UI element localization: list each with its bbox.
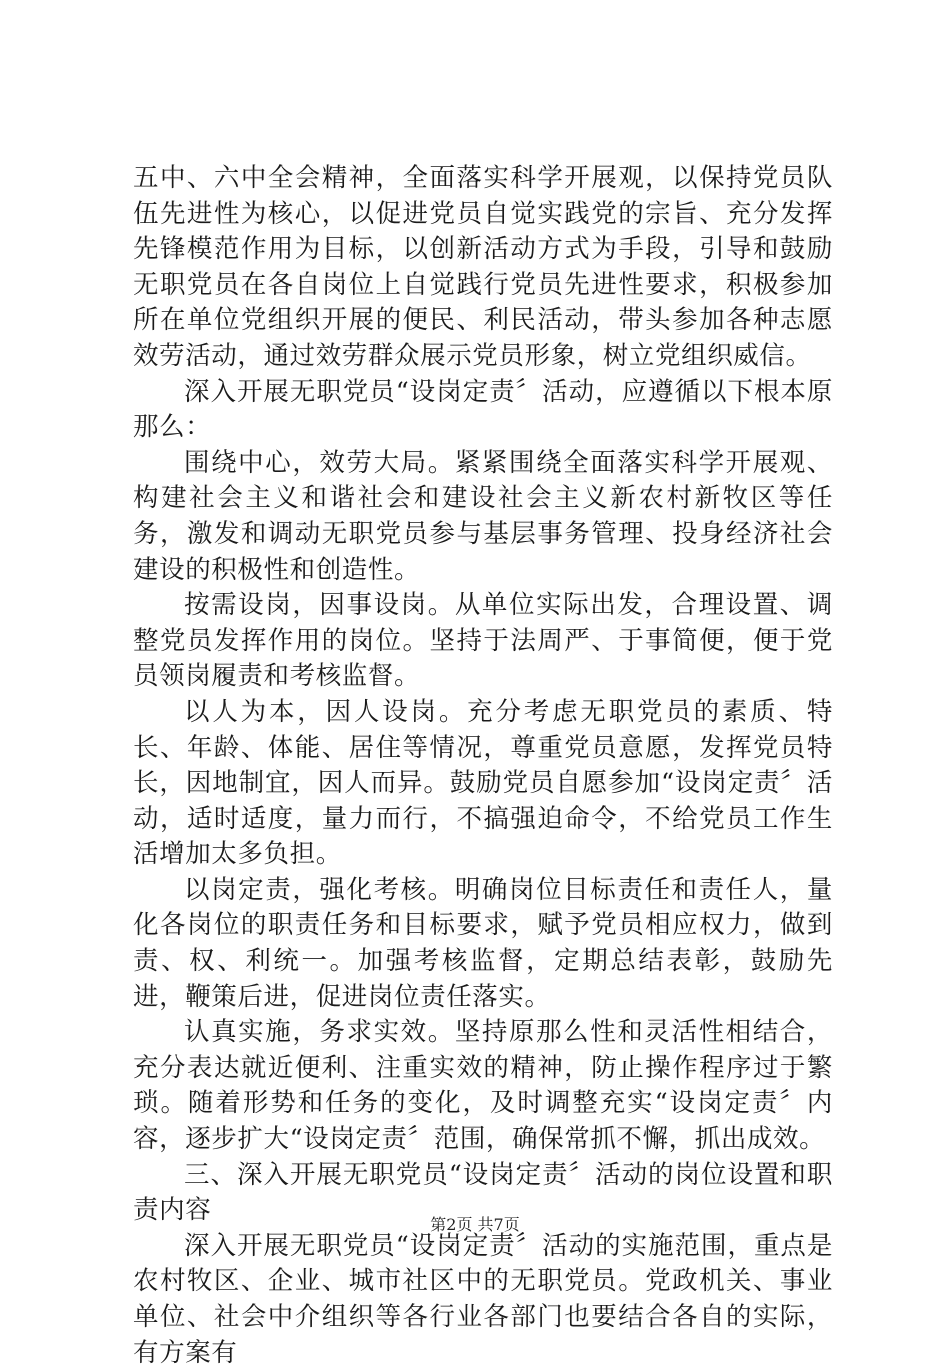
paragraph-principle-3: 以人为本，因人设岗。充分考虑无职党员的素质、特长、年龄、体能、居住等情况，尊重党员意愿，发挥党员特长，因地制宜，因人而异。鼓励党员自愿参加“设岗定责〞活动，适时适度，量力而行，不搞强迫命令，不给党员工作生活增加太多负担。	[133, 696, 833, 870]
page-number-footer: 第2页 共7页	[430, 1215, 520, 1234]
paragraph-continuation: 五中、六中全会精神，全面落实科学开展观，以保持党员队伍先进性为核心，以促进党员自觉实践党的宗旨、充分发挥先锋模范作用为目标，以创新活动方式为手段，引导和鼓励无职党员在各自岗位上自觉践行党员先进性要求，积极参加所在单位党组织开展的便民、利民活动，带头参加各种志愿效劳活动，通过效劳群众展示党员形象，树立党组织威信。	[133, 163, 833, 371]
paragraph-scope: 深入开展无职党员“设岗定责〞活动的实施范围，重点是农村牧区、企业、城市社区中的无职党员。党政机关、事业单位、社会中介组织等各行业各部门也要结合各自的实际，有方案有	[133, 1230, 833, 1368]
paragraph-principle-1: 围绕中心，效劳大局。紧紧围绕全面落实科学开展观、构建社会主义和谐社会和建设社会主义新农村新牧区等任务，激发和调动无职党员参与基层事务管理、投身经济社会建设的积极性和创造性。	[133, 447, 833, 585]
paragraph-principle-4: 以岗定责，强化考核。明确岗位目标责任和责任人，量化各岗位的职责任务和目标要求，赋予党员相应权力，做到责、权、利统一。加强考核监督，定期总结表彰，鼓励先进，鞭策后进，促进岗位责任落实。	[133, 874, 833, 1012]
paragraph-principle-2: 按需设岗，因事设岗。从单位实际出发，合理设置、调整党员发挥作用的岗位。坚持于法周严、于事简便，便于党员领岗履责和考核监督。	[133, 590, 833, 692]
paragraph-principle-5: 认真实施，务求实效。坚持原那么性和灵活性相结合，充分表达就近便利、注重实效的精神，防止操作程序过于繁琐。随着形势和任务的变化，及时调整充实“设岗定责〞内容，逐步扩大“设岗定责〞范围，确保常抓不懈，抓出成效。	[133, 1017, 833, 1155]
paragraph-principles-intro: 深入开展无职党员“设岗定责〞活动，应遵循以下根本原那么：	[133, 376, 833, 443]
document-body	[133, 161, 833, 1371]
section-heading-three: 三、深入开展无职党员“设岗定责〞活动的岗位设置和职责内容	[133, 1159, 833, 1226]
